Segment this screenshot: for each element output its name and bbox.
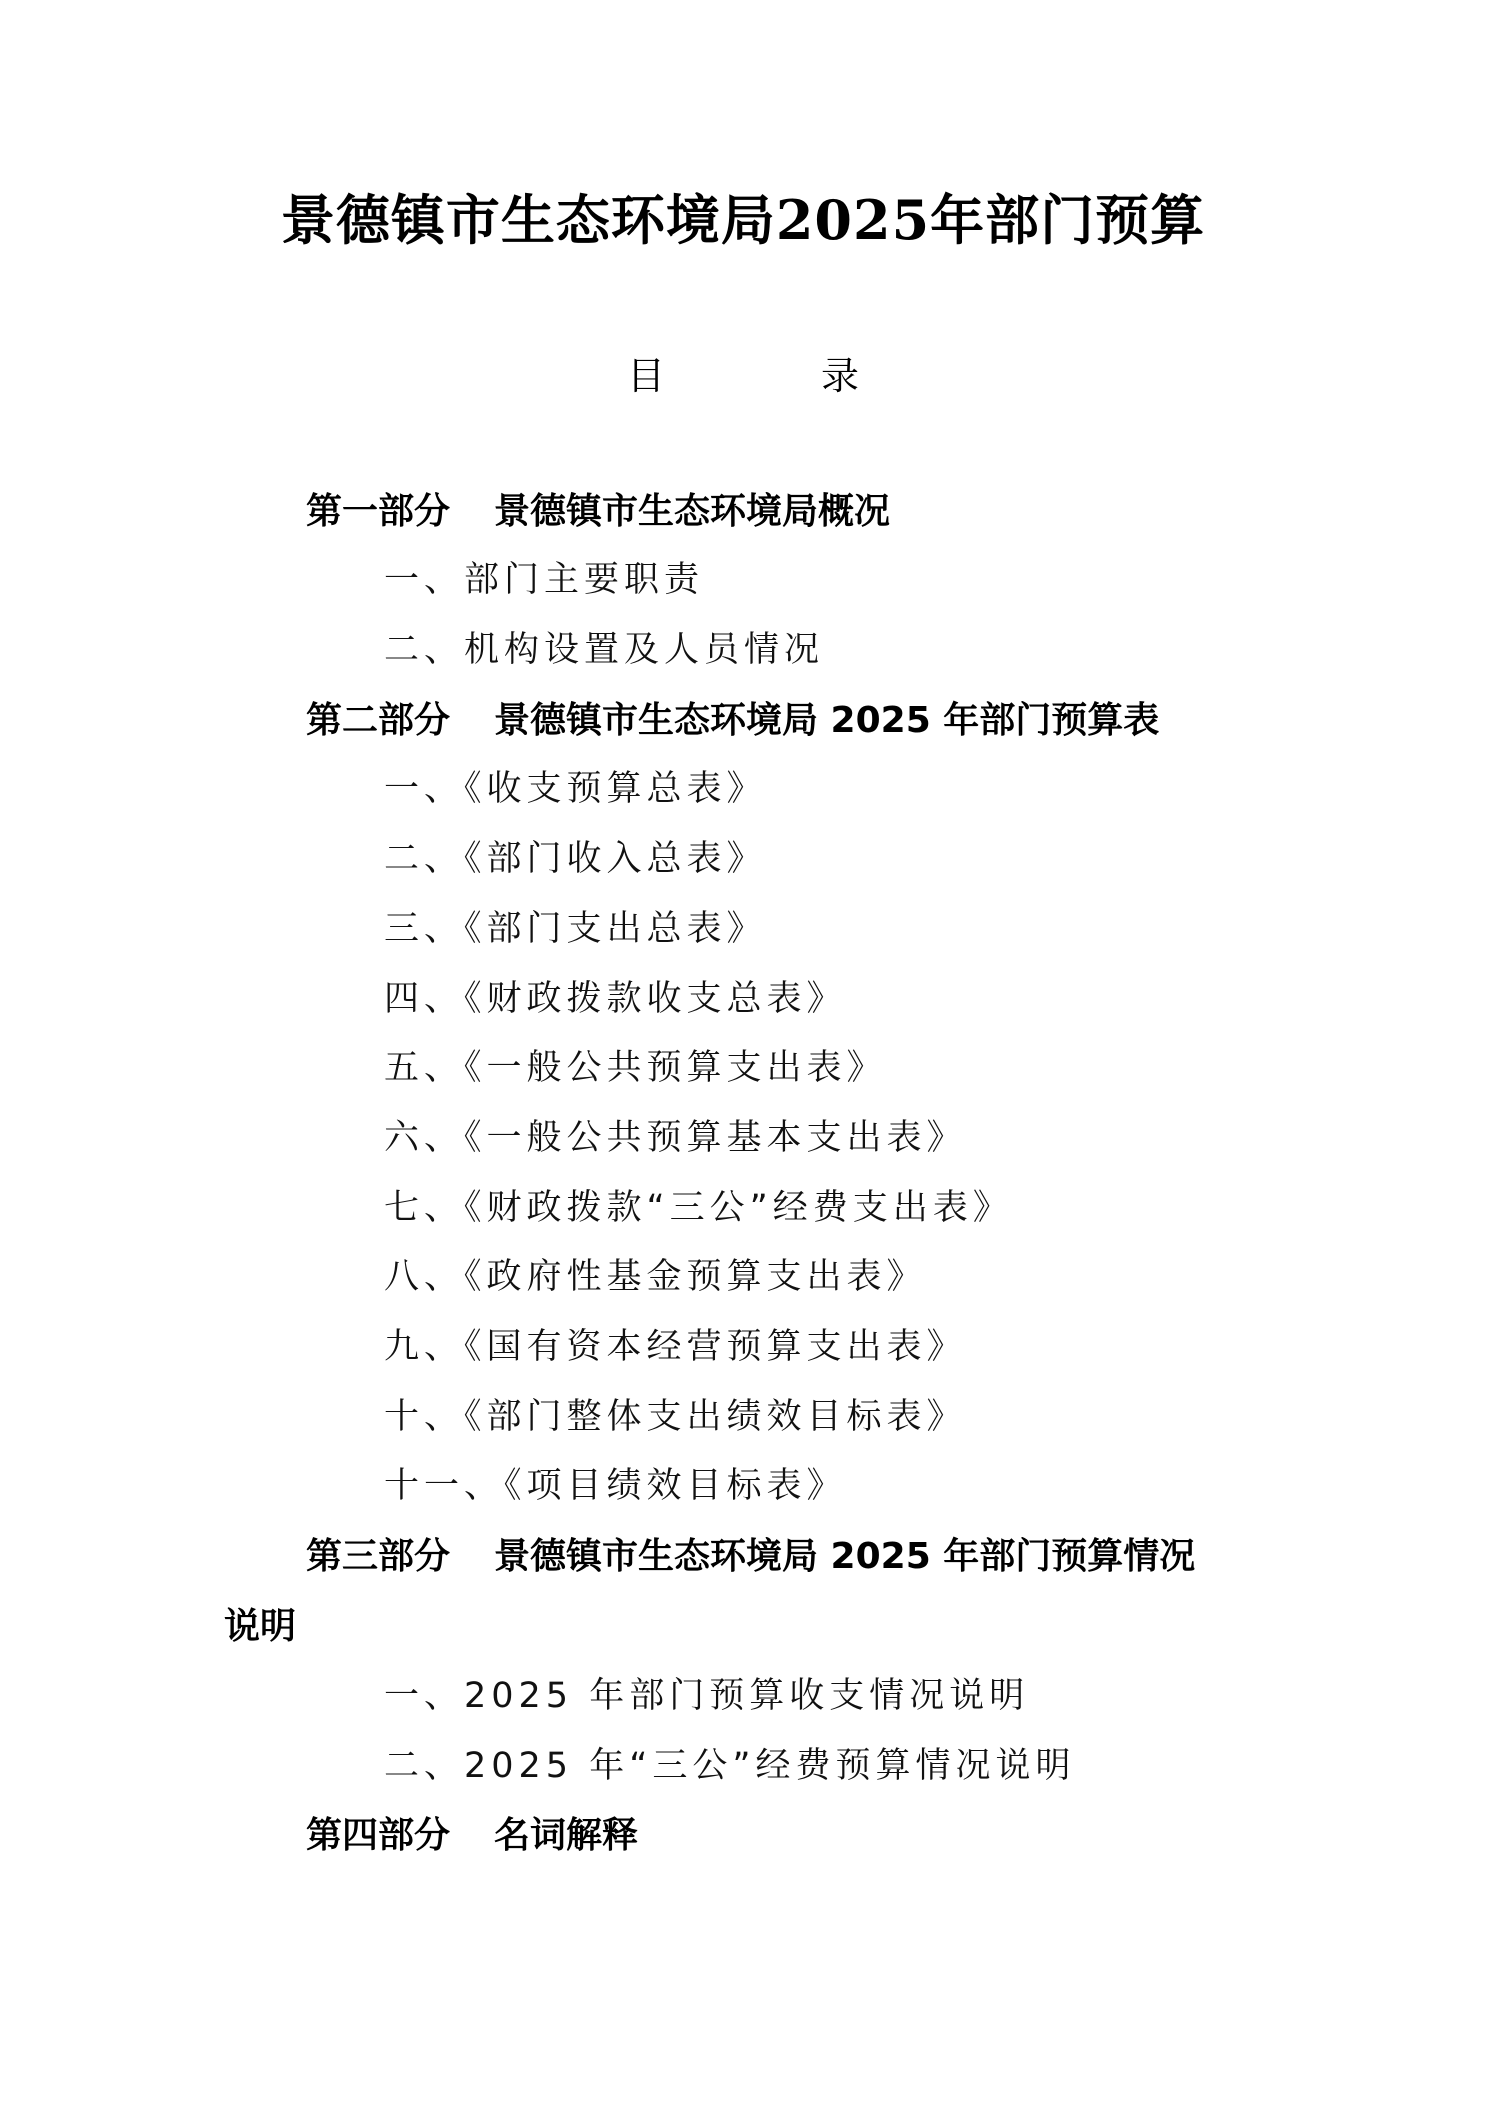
part-4-label: 第四部分 — [306, 1815, 451, 1856]
toc-item-2-9[interactable]: 九、《国有资本经营预算支出表》 — [384, 1327, 967, 1367]
part-4-title: 名词解释 — [494, 1815, 639, 1856]
document-title: 景德镇市生态环境局2025年部门预算 — [280, 188, 1206, 252]
toc-item-3-1[interactable]: 一、2025 年部门预算收支情况说明 — [384, 1676, 1030, 1716]
toc-item-2-4[interactable]: 四、《财政拨款收支总表》 — [384, 979, 847, 1019]
toc-item-2-2[interactable]: 二、《部门收入总表》 — [384, 839, 767, 879]
toc-item-2-3[interactable]: 三、《部门支出总表》 — [384, 909, 767, 949]
toc-part-4[interactable] — [306, 1812, 638, 1860]
part-2-label: 第二部分 — [306, 700, 451, 741]
toc-item-1-1[interactable]: 一、部门主要职责 — [384, 560, 705, 600]
part-2-title: 景德镇市生态环境局 2025 年部门预算表 — [494, 700, 1160, 741]
toc-item-2-1[interactable]: 一、《收支预算总表》 — [384, 769, 767, 809]
toc-item-2-11[interactable]: 十一、《项目绩效目标表》 — [384, 1466, 847, 1506]
toc-item-2-5[interactable]: 五、《一般公共预算支出表》 — [384, 1048, 887, 1088]
part-3-title-continued: 说明 — [224, 1606, 297, 1647]
toc-item-2-6[interactable]: 六、《一般公共预算基本支出表》 — [384, 1118, 967, 1158]
toc-item-2-8[interactable]: 八、《政府性基金预算支出表》 — [384, 1257, 927, 1297]
toc-item-2-7[interactable]: 七、《财政拨款“三公”经费支出表》 — [384, 1188, 1013, 1228]
part-1-label: 第一部分 — [306, 491, 451, 532]
part-1-title: 景德镇市生态环境局概况 — [494, 491, 891, 532]
toc-heading: 目 录 — [626, 354, 932, 398]
toc-part-2[interactable] — [306, 697, 1159, 745]
toc-part-3[interactable] — [224, 1533, 1276, 1651]
toc-item-1-2[interactable]: 二、机构设置及人员情况 — [384, 630, 825, 670]
toc-part-1[interactable] — [306, 488, 890, 536]
part-3-title: 景德镇市生态环境局 2025 年部门预算情况 — [494, 1536, 1196, 1577]
toc-item-3-2[interactable]: 二、2025 年“三公”经费预算情况说明 — [384, 1746, 1076, 1786]
toc-item-2-10[interactable]: 十、《部门整体支出绩效目标表》 — [384, 1397, 967, 1437]
part-3-label: 第三部分 — [306, 1536, 451, 1577]
